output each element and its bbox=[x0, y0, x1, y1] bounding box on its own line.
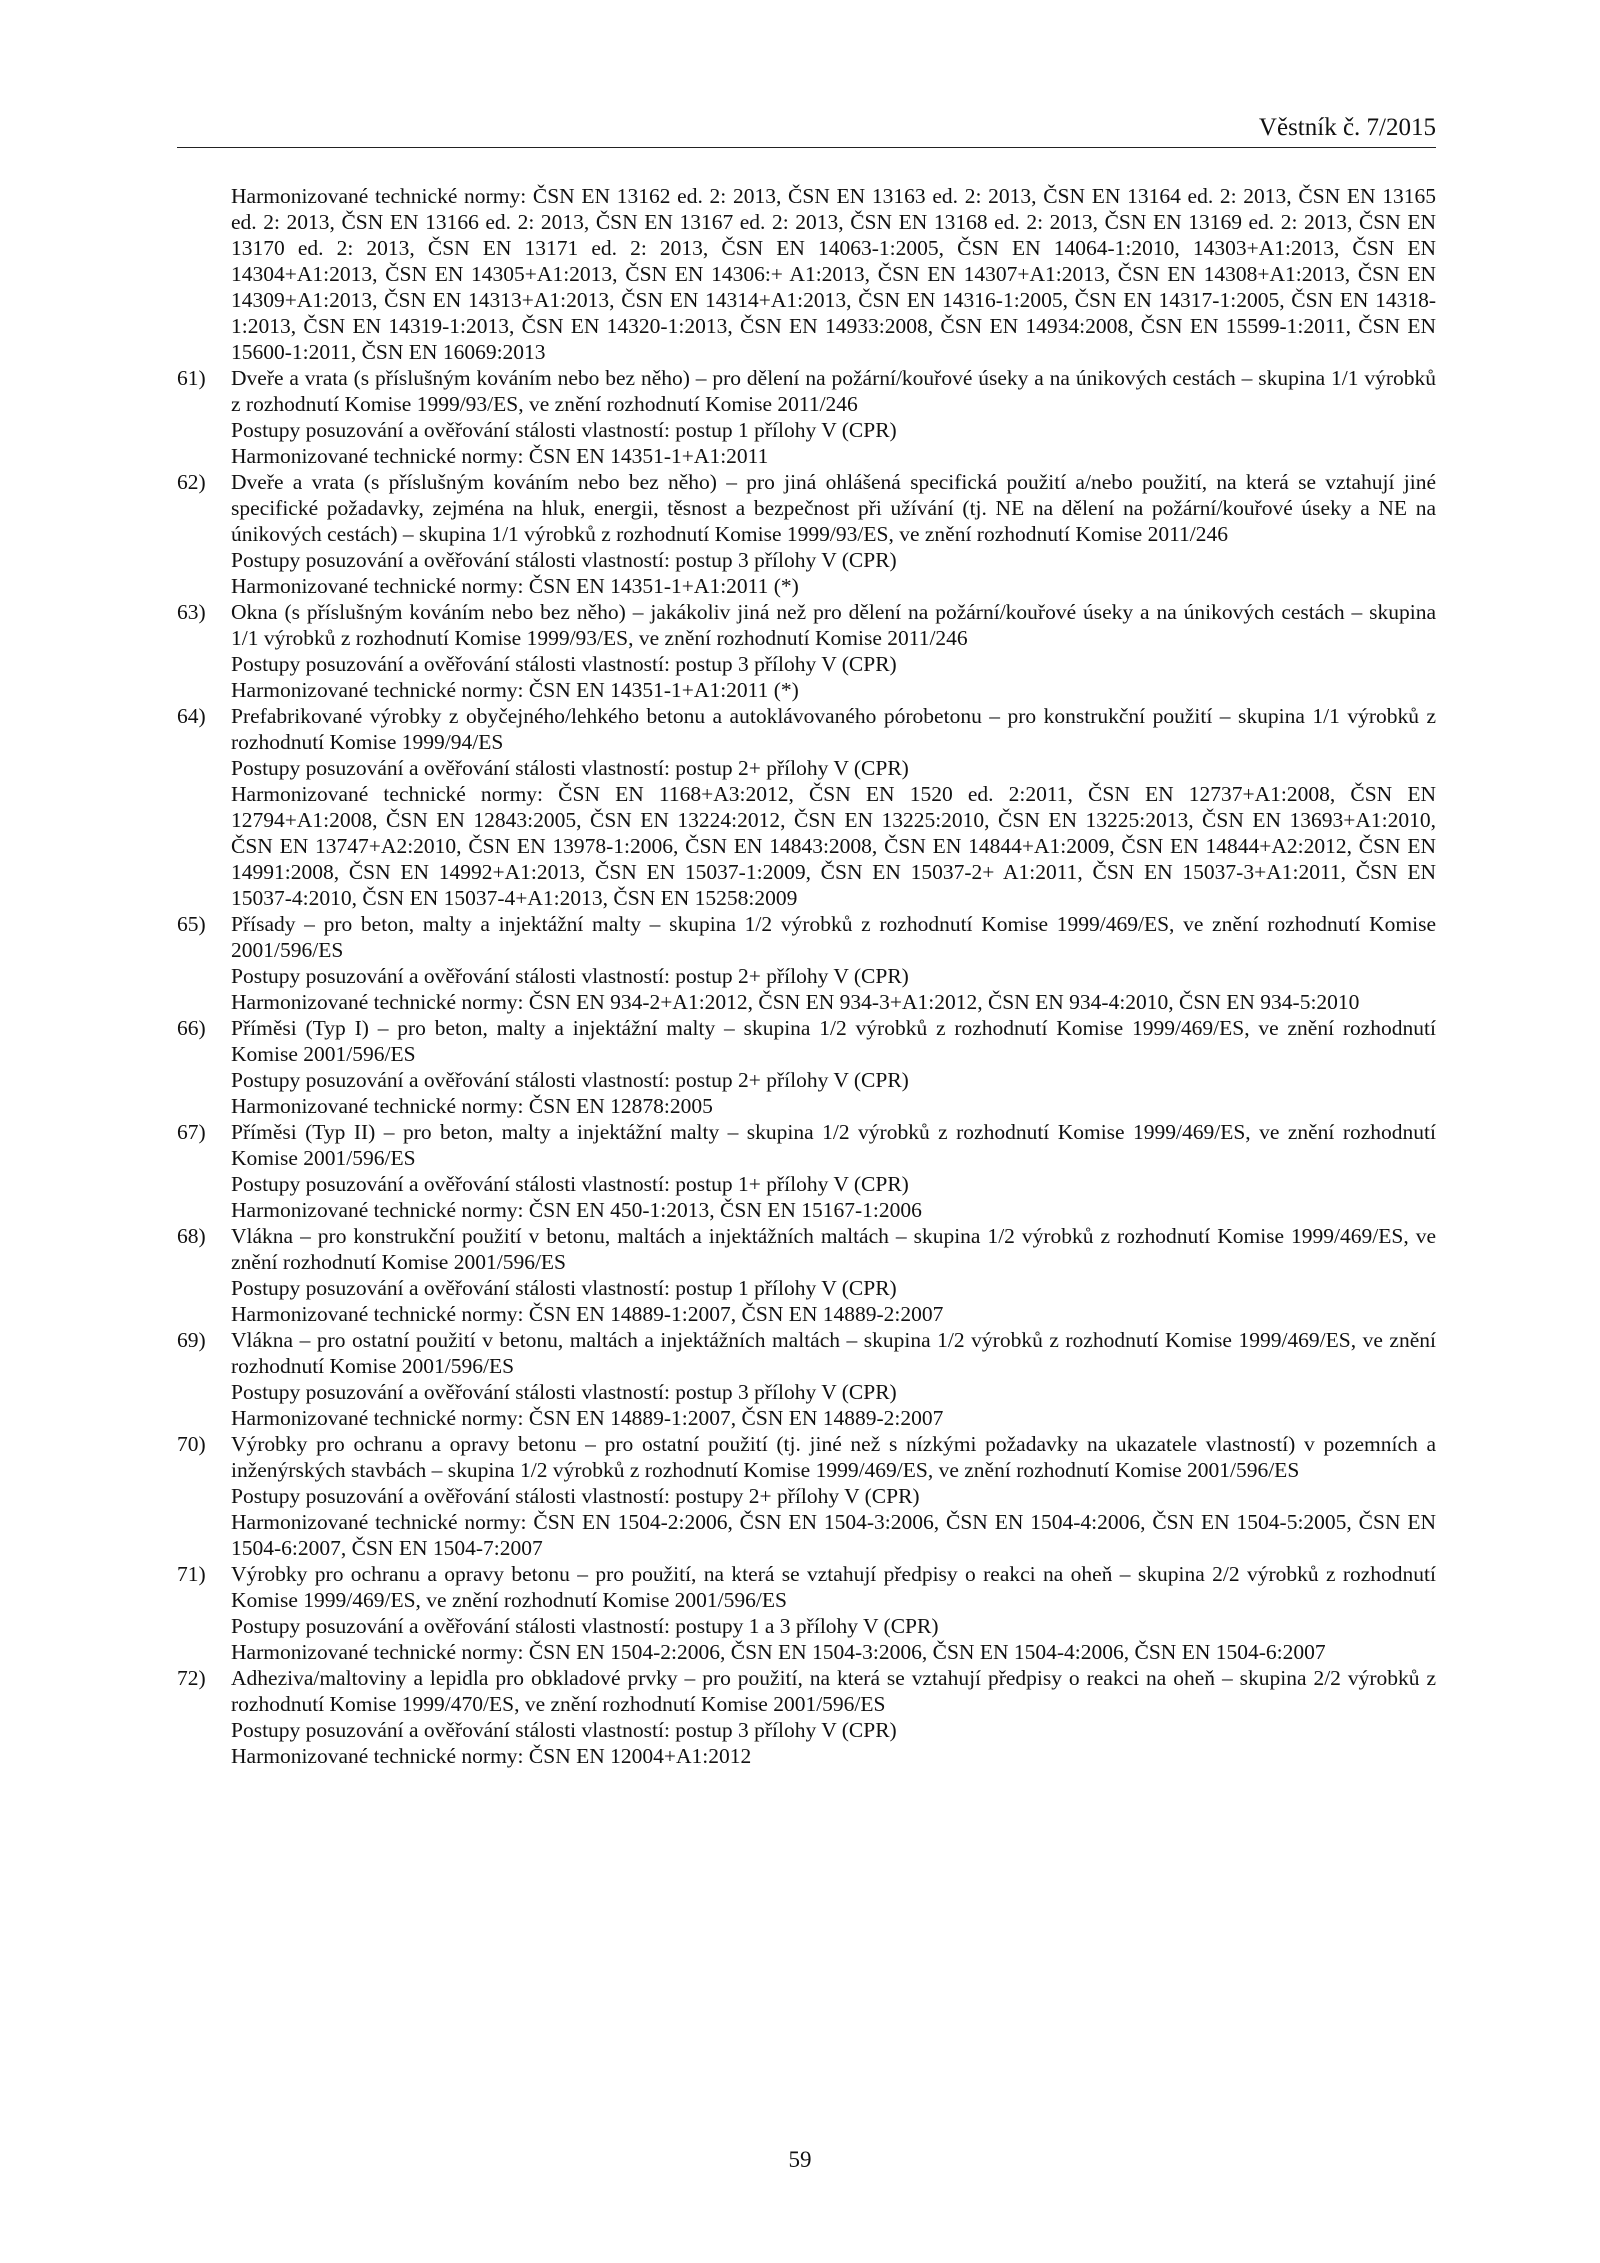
item-procedure: Postupy posuzování a ověřování stálosti vlastností: postup 1 přílohy V (CPR) bbox=[231, 418, 897, 442]
item-procedure: Postupy posuzování a ověřování stálosti vlastností: postupy 2+ přílohy V (CPR) bbox=[231, 1484, 920, 1508]
item-number: 64) bbox=[177, 704, 206, 728]
item-procedure: Postupy posuzování a ověřování stálosti vlastností: postup 2+ přílohy V (CPR) bbox=[231, 1068, 909, 1092]
item-norms: Harmonizované technické normy: ČSN EN 14351-1+A1:2011 (*) bbox=[231, 574, 799, 598]
item-number: 72) bbox=[177, 1666, 206, 1690]
item-description: Adheziva/maltoviny a lepidla pro obkladové prvky – pro použití, na která se vztahují předpisy o reakci na oheň – skupina 2/2 výrobků z rozhodnutí Komise 1999/470/ES, ve znění rozhodnutí Komise 2001/596/ES bbox=[231, 1666, 1436, 1716]
item-description: Vlákna – pro konstrukční použití v betonu, maltách a injektážních maltách – skupina 1/2 výrobků z rozhodnutí Komise 1999/469/ES, ve znění rozhodnutí Komise 2001/596/ES bbox=[231, 1224, 1436, 1274]
item-number: 68) bbox=[177, 1224, 206, 1248]
item-description: Prefabrikované výrobky z obyčejného/lehkého betonu a autoklávovaného pórobetonu – pro konstrukční použití – skupina 1/1 výrobků z rozhodnutí Komise 1999/94/ES bbox=[231, 704, 1436, 754]
item-procedure: Postupy posuzování a ověřování stálosti vlastností: postup 1+ přílohy V (CPR) bbox=[231, 1172, 909, 1196]
item-number: 61) bbox=[177, 366, 206, 390]
list-item-70 bbox=[177, 1431, 1436, 1561]
intro-norms-paragraph: Harmonizované technické normy: ČSN EN 13162 ed. 2: 2013, ČSN EN 13163 ed. 2: 2013, ČSN EN 13164 ed. 2: 2013, ČSN EN 13165 ed. 2: 2013, ČSN EN 13166 ed. 2: 2013, ČSN EN 13167 ed. 2: 2013, ČSN EN 13168 ed. 2: 2013, ČSN EN 13169 ed. 2: 2013, ČSN EN 13170 ed. 2: 2013, ČSN EN 13171 ed. 2: 2013, ČSN EN 14063-1:2005, ČSN EN 14064-1:2010, 14303+A1:2013, ČSN EN 14304+A1:2013, ČSN EN 14305+A1:2013, ČSN EN 14306:+ A1:2013, ČSN EN 14307+A1:2013, ČSN EN 14308+A1:2013, ČSN EN 14309+A1:2013, ČSN EN 14313+A1:2013, ČSN EN 14314+A1:2013, ČSN EN 14316-1:2005, ČSN EN 14317-1:2005, ČSN EN 14318-1:2013, ČSN EN 14319-1:2013, ČSN EN 14320-1:2013, ČSN EN 14933:2008, ČSN EN 14934:2008, ČSN EN 15599-1:2011, ČSN EN 15600-1:2011, ČSN EN 16069:2013 bbox=[231, 184, 1436, 364]
item-description: Přísady – pro beton, malty a injektážní malty – skupina 1/2 výrobků z rozhodnutí Komise 1999/469/ES, ve znění rozhodnutí Komise 2001/596/ES bbox=[231, 912, 1436, 962]
page-number: 59 bbox=[788, 2147, 812, 2172]
list-item-63 bbox=[177, 599, 1436, 703]
item-number: 71) bbox=[177, 1562, 206, 1586]
item-norms: Harmonizované technické normy: ČSN EN 1168+A3:2012, ČSN EN 1520 ed. 2:2011, ČSN EN 12737+A1:2008, ČSN EN 12794+A1:2008, ČSN EN 12843:2005, ČSN EN 13224:2012, ČSN EN 13225:2010, ČSN EN 13225:2013, ČSN EN 13693+A1:2010, ČSN EN 13747+A2:2010, ČSN EN 13978-1:2006, ČSN EN 14843:2008, ČSN EN 14844+A1:2009, ČSN EN 14844+A2:2012, ČSN EN 14991:2008, ČSN EN 14992+A1:2013, ČSN EN 15037-1:2009, ČSN EN 15037-2+ A1:2011, ČSN EN 15037-3+A1:2011, ČSN EN 15037-4:2010, ČSN EN 15037-4+A1:2013, ČSN EN 15258:2009 bbox=[231, 782, 1436, 910]
item-description: Příměsi (Typ II) – pro beton, malty a injektážní malty – skupina 1/2 výrobků z rozhodnutí Komise 1999/469/ES, ve znění rozhodnutí Komise 2001/596/ES bbox=[231, 1120, 1436, 1170]
item-procedure: Postupy posuzování a ověřování stálosti vlastností: postup 2+ přílohy V (CPR) bbox=[231, 964, 909, 988]
list-item-64 bbox=[177, 703, 1436, 911]
item-number: 69) bbox=[177, 1328, 206, 1352]
list-item-65 bbox=[177, 911, 1436, 1015]
list-item-61 bbox=[177, 365, 1436, 469]
item-norms: Harmonizované technické normy: ČSN EN 14889-1:2007, ČSN EN 14889-2:2007 bbox=[231, 1406, 944, 1430]
item-procedure: Postupy posuzování a ověřování stálosti vlastností: postupy 1 a 3 přílohy V (CPR) bbox=[231, 1614, 939, 1638]
page-header bbox=[177, 113, 1436, 148]
item-norms: Harmonizované technické normy: ČSN EN 12878:2005 bbox=[231, 1094, 713, 1118]
item-number: 65) bbox=[177, 912, 206, 936]
list-item-72 bbox=[177, 1665, 1436, 1769]
document-body bbox=[177, 183, 1436, 1769]
item-norms: Harmonizované technické normy: ČSN EN 14351-1+A1:2011 bbox=[231, 444, 769, 468]
item-procedure: Postupy posuzování a ověřování stálosti vlastností: postup 2+ přílohy V (CPR) bbox=[231, 756, 909, 780]
item-norms: Harmonizované technické normy: ČSN EN 14351-1+A1:2011 (*) bbox=[231, 678, 799, 702]
item-number: 62) bbox=[177, 470, 206, 494]
item-description: Příměsi (Typ I) – pro beton, malty a injektážní malty – skupina 1/2 výrobků z rozhodnutí Komise 1999/469/ES, ve znění rozhodnutí Komise 2001/596/ES bbox=[231, 1016, 1436, 1066]
item-number: 63) bbox=[177, 600, 206, 624]
item-norms: Harmonizované technické normy: ČSN EN 450-1:2013, ČSN EN 15167-1:2006 bbox=[231, 1198, 922, 1222]
item-norms: Harmonizované technické normy: ČSN EN 1504-2:2006, ČSN EN 1504-3:2006, ČSN EN 1504-4:2006, ČSN EN 1504-5:2005, ČSN EN 1504-6:2007, ČSN EN 1504-7:2007 bbox=[231, 1510, 1436, 1560]
list-item-68 bbox=[177, 1223, 1436, 1327]
list-item-69 bbox=[177, 1327, 1436, 1431]
item-norms: Harmonizované technické normy: ČSN EN 12004+A1:2012 bbox=[231, 1744, 752, 1768]
item-norms: Harmonizované technické normy: ČSN EN 14889-1:2007, ČSN EN 14889-2:2007 bbox=[231, 1302, 944, 1326]
item-procedure: Postupy posuzování a ověřování stálosti vlastností: postup 3 přílohy V (CPR) bbox=[231, 1380, 897, 1404]
item-procedure: Postupy posuzování a ověřování stálosti vlastností: postup 1 přílohy V (CPR) bbox=[231, 1276, 897, 1300]
item-norms: Harmonizované technické normy: ČSN EN 1504-2:2006, ČSN EN 1504-3:2006, ČSN EN 1504-4:2006, ČSN EN 1504-6:2007 bbox=[231, 1640, 1326, 1664]
list-item-71 bbox=[177, 1561, 1436, 1665]
item-number: 66) bbox=[177, 1016, 206, 1040]
item-description: Výrobky pro ochranu a opravy betonu – pro ostatní použití (tj. jiné než s nízkými požadavky na ukazatele vlastností) v pozemních a inženýrských stavbách – skupina 1/2 výrobků z rozhodnutí Komise 1999/469/ES, ve znění rozhodnutí Komise 2001/596/ES bbox=[231, 1432, 1436, 1482]
item-description: Vlákna – pro ostatní použití v betonu, maltách a injektážních maltách – skupina 1/2 výrobků z rozhodnutí Komise 1999/469/ES, ve znění rozhodnutí Komise 2001/596/ES bbox=[231, 1328, 1436, 1378]
item-description: Okna (s příslušným kováním nebo bez něho) – jakákoliv jiná než pro dělení na požární/kouřové úseky a na únikových cestách – skupina 1/1 výrobků z rozhodnutí Komise 1999/93/ES, ve znění rozhodnutí Komise 2011/246 bbox=[231, 600, 1436, 650]
list-item-62 bbox=[177, 469, 1436, 599]
list-item-67 bbox=[177, 1119, 1436, 1223]
item-procedure: Postupy posuzování a ověřování stálosti vlastností: postup 3 přílohy V (CPR) bbox=[231, 1718, 897, 1742]
journal-title: Věstník č. 7/2015 bbox=[1258, 114, 1436, 141]
item-number: 70) bbox=[177, 1432, 206, 1456]
item-number: 67) bbox=[177, 1120, 206, 1144]
item-description: Výrobky pro ochranu a opravy betonu – pro použití, na která se vztahují předpisy o reakci na oheň – skupina 2/2 výrobků z rozhodnutí Komise 1999/469/ES, ve znění rozhodnutí Komise 2001/596/ES bbox=[231, 1562, 1436, 1612]
item-procedure: Postupy posuzování a ověřování stálosti vlastností: postup 3 přílohy V (CPR) bbox=[231, 652, 897, 676]
item-procedure: Postupy posuzování a ověřování stálosti vlastností: postup 3 přílohy V (CPR) bbox=[231, 548, 897, 572]
item-description: Dveře a vrata (s příslušným kováním nebo bez něho) – pro jiná ohlášená specifická použití a/nebo použití, na která se vztahují jiné specifické požadavky, zejména na hluk, energii, těsnost a bezpečnost při užívání (tj. NE na dělení na požární/kouřové úseky a NE na únikových cestách) – skupina 1/1 výrobků z rozhodnutí Komise 1999/93/ES, ve znění rozhodnutí Komise 2011/246 bbox=[231, 470, 1436, 546]
item-description: Dveře a vrata (s příslušným kováním nebo bez něho) – pro dělení na požární/kouřové úseky a na únikových cestách – skupina 1/1 výrobků z rozhodnutí Komise 1999/93/ES, ve znění rozhodnutí Komise 2011/246 bbox=[231, 366, 1436, 416]
item-norms: Harmonizované technické normy: ČSN EN 934-2+A1:2012, ČSN EN 934-3+A1:2012, ČSN EN 934-4:2010, ČSN EN 934-5:2010 bbox=[231, 990, 1360, 1014]
list-item-66 bbox=[177, 1015, 1436, 1119]
